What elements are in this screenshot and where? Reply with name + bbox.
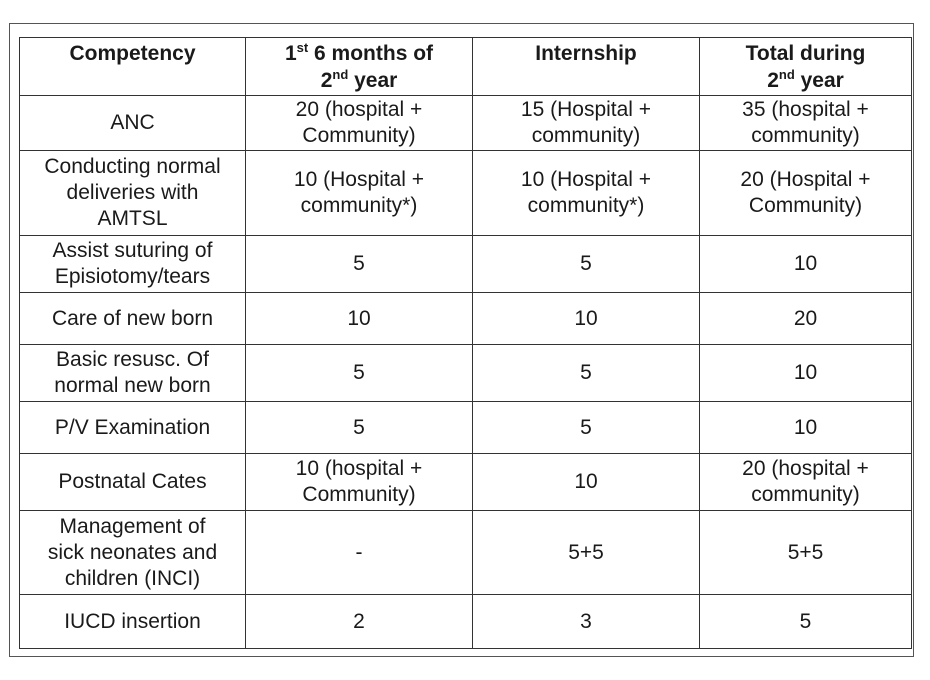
cell-line: 10 (Hospital + bbox=[520, 168, 652, 191]
cell-line: sick neonates and bbox=[47, 540, 218, 564]
cell-total bbox=[700, 96, 912, 151]
cell-total bbox=[700, 402, 912, 454]
cell-competency bbox=[20, 96, 246, 151]
cell-total bbox=[700, 454, 912, 511]
cell-competency bbox=[20, 151, 246, 236]
cell-line: IUCD insertion bbox=[64, 609, 201, 633]
table-row bbox=[20, 402, 912, 454]
cell-internship bbox=[473, 293, 700, 345]
cell-line: Management of bbox=[59, 514, 206, 538]
header-first-6-months: 1st 6 months of 2nd year bbox=[246, 38, 473, 96]
table-row bbox=[20, 595, 912, 649]
header-total: Total during 2nd year bbox=[700, 38, 912, 96]
cell-first6 bbox=[246, 402, 473, 454]
cell-internship bbox=[473, 402, 700, 454]
cell-line: community) bbox=[751, 124, 860, 147]
cell-line: community) bbox=[531, 124, 641, 147]
cell-line: 10 bbox=[574, 470, 598, 493]
cell-line: 5 bbox=[580, 361, 592, 384]
cell-line: Care of new born bbox=[51, 306, 214, 330]
cell-line: 10 bbox=[574, 306, 598, 330]
cell-total bbox=[700, 293, 912, 345]
cell-first6 bbox=[246, 236, 473, 293]
cell-total bbox=[700, 151, 912, 236]
cell-first6 bbox=[246, 511, 473, 595]
cell-first6 bbox=[246, 595, 473, 649]
cell-line: AMTSL bbox=[97, 207, 168, 230]
cell-line: Community) bbox=[302, 124, 416, 147]
cell-line: 20 (Hospital + bbox=[740, 168, 871, 191]
cell-line: 2 bbox=[353, 609, 365, 633]
cell-internship bbox=[473, 151, 700, 236]
cell-competency bbox=[20, 595, 246, 649]
cell-line: 5 bbox=[799, 609, 812, 633]
cell-line: 10 bbox=[793, 252, 818, 275]
cell-line: 5 bbox=[353, 252, 365, 275]
table-row bbox=[20, 511, 912, 595]
cell-first6 bbox=[246, 96, 473, 151]
cell-line: Episiotomy/tears bbox=[54, 265, 211, 288]
cell-line: Community) bbox=[302, 483, 416, 506]
cell-line: children (INCI) bbox=[64, 566, 201, 590]
cell-first6 bbox=[246, 293, 473, 345]
cell-internship bbox=[473, 454, 700, 511]
cell-line: 15 (Hospital + bbox=[520, 98, 652, 121]
cell-line: 20 bbox=[793, 306, 818, 330]
header-internship: Internship bbox=[473, 38, 700, 96]
cell-competency bbox=[20, 511, 246, 595]
cell-competency bbox=[20, 293, 246, 345]
table-row bbox=[20, 454, 912, 511]
table-row bbox=[20, 293, 912, 345]
header-competency: Competency bbox=[20, 38, 246, 96]
cell-competency bbox=[20, 454, 246, 511]
header-row bbox=[20, 38, 912, 96]
cell-internship bbox=[473, 511, 700, 595]
cell-line: 10 bbox=[347, 306, 371, 330]
cell-line: community) bbox=[751, 483, 860, 506]
cell-line: community*) bbox=[527, 194, 645, 217]
cell-line: Community) bbox=[748, 194, 863, 217]
competency-table bbox=[19, 37, 912, 649]
cell-line: deliveries with bbox=[66, 181, 199, 204]
cell-total bbox=[700, 595, 912, 649]
cell-line: Assist suturing of bbox=[52, 239, 213, 262]
cell-line: normal new born bbox=[54, 374, 211, 397]
cell-line: community*) bbox=[300, 194, 418, 217]
cell-line: 10 bbox=[793, 415, 818, 439]
cell-line: 20 (hospital + bbox=[295, 98, 423, 121]
cell-line: 5+5 bbox=[787, 540, 824, 564]
cell-line: 5 bbox=[353, 361, 365, 384]
table-row bbox=[20, 236, 912, 293]
cell-internship bbox=[473, 595, 700, 649]
cell-total bbox=[700, 236, 912, 293]
cell-line: 20 (hospital + bbox=[742, 457, 869, 480]
cell-first6 bbox=[246, 345, 473, 402]
cell-line: 5 bbox=[580, 252, 592, 275]
cell-line: 10 (Hospital + bbox=[293, 168, 425, 191]
cell-first6 bbox=[246, 151, 473, 236]
cell-first6 bbox=[246, 454, 473, 511]
cell-competency bbox=[20, 402, 246, 454]
cell-line: - bbox=[355, 540, 363, 564]
table-row bbox=[20, 345, 912, 402]
cell-total bbox=[700, 345, 912, 402]
cell-internship bbox=[473, 236, 700, 293]
cell-line: 10 bbox=[793, 361, 818, 384]
cell-total bbox=[700, 511, 912, 595]
cell-line: 35 (hospital + bbox=[742, 98, 869, 121]
cell-line: ANC bbox=[110, 111, 155, 134]
cell-line: 5 bbox=[353, 415, 365, 439]
table-row bbox=[20, 151, 912, 236]
cell-line: Postnatal Cates bbox=[58, 470, 207, 493]
cell-line: Conducting normal bbox=[44, 155, 221, 178]
cell-line: 10 (hospital + bbox=[295, 457, 423, 480]
cell-competency bbox=[20, 345, 246, 402]
cell-competency bbox=[20, 236, 246, 293]
cell-line: 3 bbox=[580, 609, 592, 633]
cell-internship bbox=[473, 345, 700, 402]
cell-line: 5+5 bbox=[568, 540, 604, 564]
cell-line: P/V Examination bbox=[54, 415, 211, 439]
cell-internship bbox=[473, 96, 700, 151]
cell-line: 5 bbox=[580, 415, 592, 439]
table-row bbox=[20, 96, 912, 151]
cell-line: Basic resusc. Of bbox=[56, 348, 209, 371]
